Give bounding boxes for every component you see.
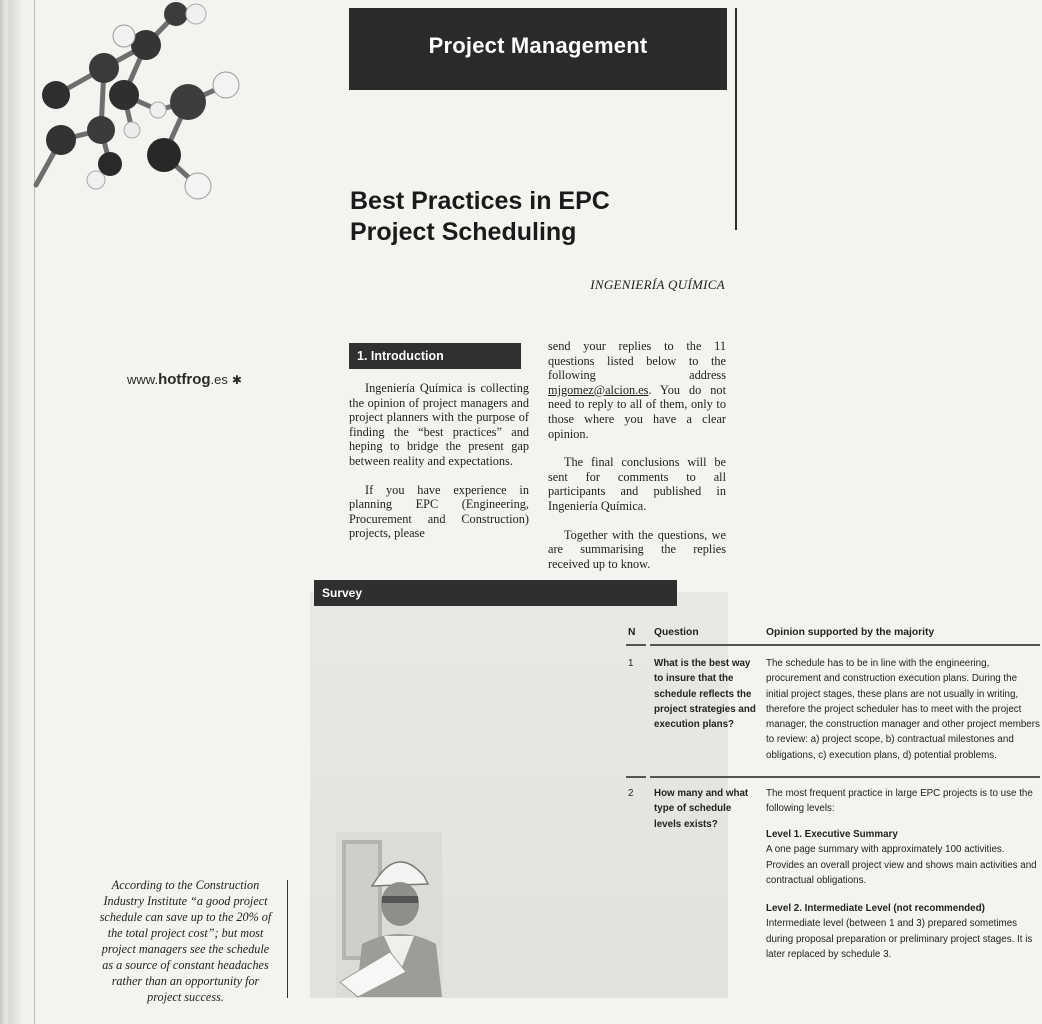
level-1-title: Level 1. Executive Summary [766,829,898,840]
column-header-opinion: Opinion supported by the majority [766,627,935,638]
hotfrog-brand: hotfrog [158,371,211,388]
intro-heading: 1. Introduction [349,343,521,369]
article-title-line2: Project Scheduling [350,218,577,246]
row-1-rule [650,776,1040,778]
level-2-title: Level 2. Intermediate Level (not recommended) [766,903,985,914]
intro-p3-before: send your replies to the 11 questions listed below to the following address [548,339,726,383]
column-header-n: N [628,627,636,638]
hotfrog-tld: .es [210,372,228,387]
intro-paragraph-4: The final conclusions will be sent for comments to all participants and published in Ingeniería Química. [548,455,726,513]
pull-quote-rule [287,880,288,998]
intro-p3-after: . You do not need to reply to all of them, only to those where you have a clear opinion. [548,382,726,441]
intro-column-right [548,339,726,571]
row-2-opinion: The most frequent practice in large EPC projects is to use the following levels: [766,788,1033,815]
level-1-text: A one page summary with approximately 100 activities. Provides an overall project view and shows main activities and contractual obligations. [766,844,1037,886]
row-2-level-1 [766,827,1042,888]
header-rule [650,644,1040,646]
section-header-bar [349,8,727,90]
row-2-level-2 [766,901,1042,962]
page-edge-rule [735,8,737,230]
header-rule-n [626,644,646,646]
binding-spine [0,0,36,1024]
row-2-number: 2 [628,788,634,799]
intro-paragraph-5: Together with the questions, we are summarising the replies received up to know. [548,527,726,571]
hotfrog-watermark [127,371,242,388]
level-2-text: Intermediate level (between 1 and 3) prepared sometimes during proposal preparation or preliminary project stages. It is later replaced by schedule 3. [766,918,1033,960]
engineer-photo [336,832,442,997]
row-1-rule-n [626,776,646,778]
section-title: Project Management [428,33,648,58]
binding-edge [34,0,35,1024]
intro-column-left [349,381,529,541]
row-2-question: How many and what type of schedule levels exists? [654,788,749,830]
frog-icon: ✱ [231,373,242,387]
intro-paragraph-3 [548,339,726,441]
intro-paragraph-1: Ingeniería Química is collecting the opinion of project managers and project planners with the purpose of finding the “best practices” and heping to bridge the present gap between reality and expectations. [349,381,529,468]
row-1-number: 1 [628,658,634,669]
email-link[interactable]: mjgomez@alcion.es [548,382,649,397]
article-title-line1: Best Practices in EPC [350,187,610,215]
hotfrog-www: www. [127,372,159,387]
row-1-opinion: The schedule has to be in line with the engineering, procurement and construction execution plans. During the initial project stages, these plans are not usually in writing, therefore the project scheduler has to meet with the project manager, the construction manager and other project members to review: a) project scope, b) contractual milestones and obligations, c) execution plans, d) potential problems. [766,658,1040,761]
column-header-question: Question [654,627,699,638]
intro-paragraph-2: If you have experience in planning EPC (Engineering, Procurement and Construction) projects, please [349,482,529,541]
row-1-question: What is the best way to insure that the schedule reflects the project strategies and execution plans? [654,658,756,731]
article-title [350,186,610,248]
molecule-illustration [36,0,266,200]
pull-quote: According to the Construction Industry Institute “a good project schedule can save up to the 20% of the total project cost”; but most project managers see the schedule as a source of constant headaches rather than an opportunity for project success. [99,878,272,1004]
article-author: INGENIERÍA QUÍMICA [590,277,725,292]
survey-heading: Survey [314,580,677,606]
